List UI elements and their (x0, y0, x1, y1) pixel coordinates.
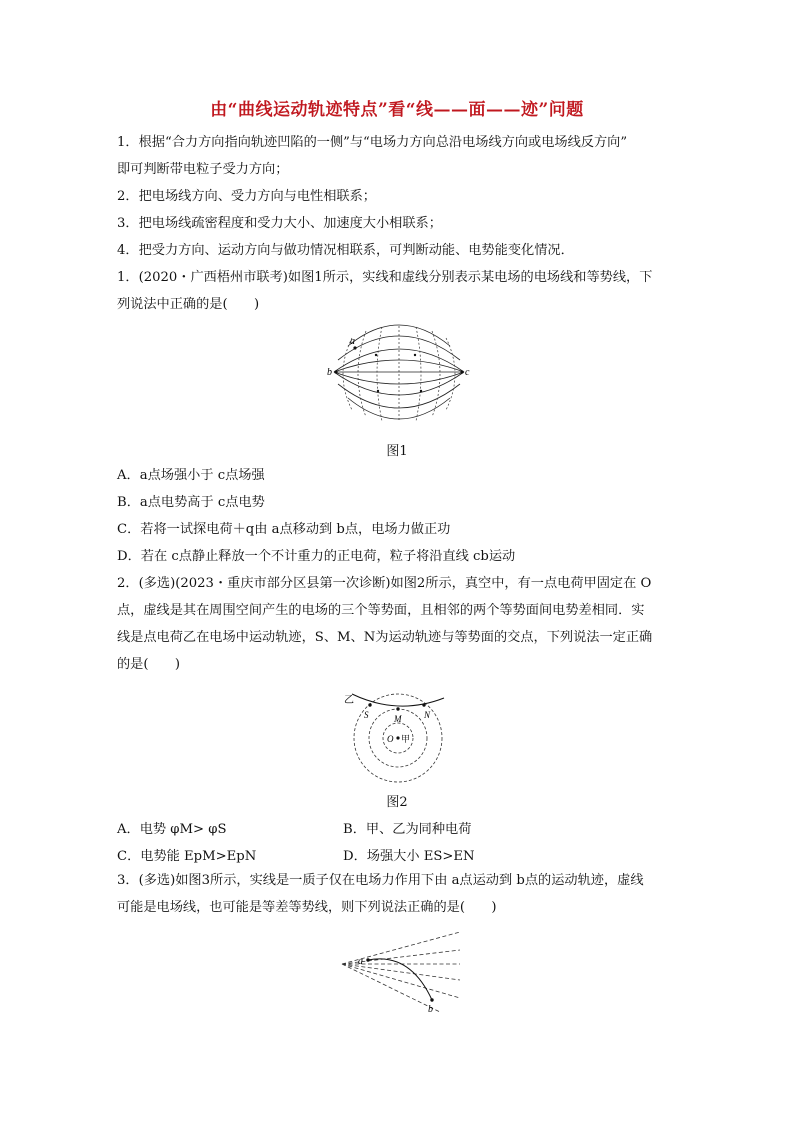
q2-option-c: C．电势能 EpM>EpN (117, 849, 257, 864)
fig2-label-o: O (387, 734, 394, 744)
page-title: 由“曲线运动轨迹特点”看“线——面——迹”问题 (210, 100, 584, 120)
fig1-label-c: c (465, 367, 470, 378)
figure-2-caption: 图2 (386, 795, 408, 810)
fig3-label-a: a (358, 956, 363, 967)
q2-stem-line-4: 的是( ) (117, 657, 181, 672)
point-1-line-1: 1．根据“合力方向指向轨迹凹陷的一侧”与“电场力方向总沿电场线方向或电场线反方向” (117, 135, 628, 150)
fig1-label-b: b (327, 367, 332, 378)
q1-stem-line-1: 1．(2020・广西梧州市联考)如图1所示，实线和虚线分别表示某电场的电场线和等势线，下 (117, 270, 653, 285)
q1-stem-line-2: 列说法中正确的是( ) (117, 297, 260, 312)
figure-1-field-lines (326, 322, 472, 428)
q2-option-b: B．甲、乙为同种电荷 (343, 822, 472, 837)
fig2-label-n: N (424, 710, 431, 720)
q1-option-b: B．a点电势高于 c点电势 (117, 495, 265, 510)
point-4: 4．把受力方向、运动方向与做功情况相联系，可判断动能、电势能变化情况． (117, 243, 574, 258)
q1-option-d: D．若在 c点静止释放一个不计重力的正电荷，粒子将沿直线 cb运动 (117, 549, 516, 564)
fig2-label-jia: 甲 (401, 735, 411, 745)
point-1-line-2: 即可判断带电粒子受力方向； (117, 162, 289, 177)
fig3-label-b: b (428, 1004, 433, 1015)
fig2-label-yi: 乙 (344, 695, 354, 706)
q2-stem-line-1: 2．(多选)(2023・重庆市部分区县第一次诊断)如图2所示，真空中，有一点电荷甲固定在 O (117, 576, 652, 591)
figure-3-trajectory (340, 926, 464, 1016)
q3-stem-line-2: 可能是电场线，也可能是等差等势线，则下列说法正确的是( ) (117, 900, 497, 915)
fig2-label-s: S (364, 710, 369, 720)
point-2: 2．把电场线方向、受力方向与电性相联系； (117, 189, 376, 204)
figure-1-caption: 图1 (386, 444, 408, 459)
q1-option-a: A．a点场强小于 c点场强 (117, 468, 265, 483)
q2-stem-line-2: 点，虚线是其在周围空间产生的电场的三个等势面，且相邻的两个等势面间电势差相同．实 (117, 603, 645, 618)
point-3: 3．把电场线疏密程度和受力大小、加速度大小相联系； (117, 216, 442, 231)
q2-option-d: D．场强大小 ES>EN (343, 849, 475, 864)
figure-2-equipotentials (340, 688, 456, 784)
q3-stem-line-1: 3．(多选)如图3所示，实线是一质子仅在电场力作用下由 a点运动到 b点的运动轨迹，虚线 (117, 873, 644, 888)
q2-stem-line-3: 线是点电荷乙在电场中运动轨迹，S、M、N为运动轨迹与等势面的交点，下列说法一定正确 (117, 630, 653, 645)
q2-option-a: A．电势 φM> φS (117, 822, 227, 837)
fig1-label-a: a (350, 336, 355, 347)
q1-option-c: C．若将一试探电荷＋q由 a点移动到 b点，电场力做正功 (117, 522, 451, 537)
fig2-label-m: M (394, 714, 402, 724)
